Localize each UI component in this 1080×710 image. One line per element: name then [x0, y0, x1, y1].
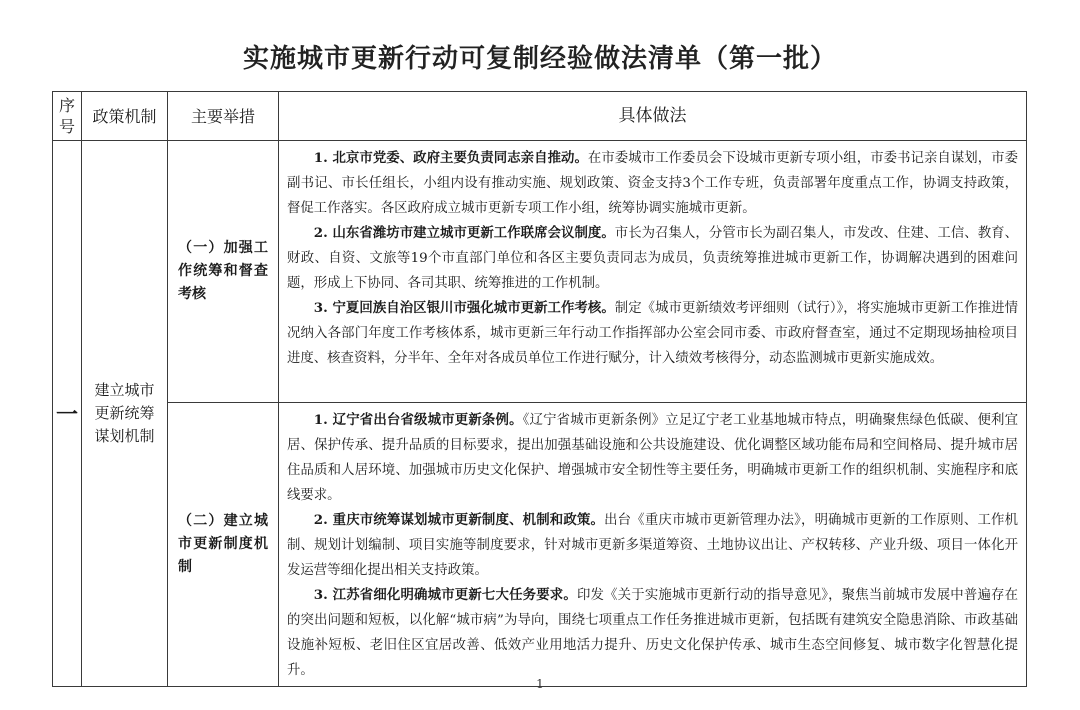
detail-item	[287, 508, 1018, 583]
detail-item-lead: 2. 重庆市统筹谋划城市更新制度、机制和政策。	[313, 512, 605, 528]
detail-item-lead: 3. 宁夏回族自治区银川市强化城市更新工作考核。	[313, 300, 615, 316]
detail-item	[287, 221, 1018, 296]
row-policy-mechanism: 建立城市更新统筹谋划机制	[82, 141, 168, 687]
document-title: 实施城市更新行动可复制经验做法清单（第一批）	[242, 44, 837, 74]
detail-item	[287, 296, 1018, 371]
detail-item-text: 出台《重庆市城市更新管理办法》，明确城市更新的工作原则、工作机制、规划计划编制、项目实施等制度要求，针对城市更新多渠道筹资、土地协议出让、产权转移、产业升级、项目一体化开发运营等细化提出相关支持政策。	[287, 513, 1018, 578]
detail-item-lead: 1. 辽宁省出台省级城市更新条例。	[313, 412, 523, 428]
table-header-row	[53, 92, 1027, 141]
measures-table	[52, 91, 1027, 687]
table-row	[53, 403, 1027, 687]
detail-item-lead: 1. 北京市党委、政府主要负责同志亲自推动。	[313, 150, 588, 166]
header-seq: 序号	[53, 92, 82, 141]
details-2	[279, 403, 1027, 687]
detail-item-text: 制定《城市更新绩效考评细则（试行）》，将实施城市更新工作推进情况纳入各部门年度工作考核体系，城市更新三年行动工作指挥部办公室会同市委、市政府督查室，通过不定期现场抽检项目进度、核查资料，分半年、全年对各成员单位工作进行赋分，计入绩效考核得分，动态监测城市更新实施成效。	[287, 301, 1018, 366]
detail-item	[287, 583, 1018, 683]
detail-item-lead: 3. 江苏省细化明确城市更新七大任务要求。	[313, 587, 577, 603]
detail-item-text: 在市委城市工作委员会下设城市更新专项小组，市委书记亲自谋划，市委副书记、市长任组长，小组内设有推动实施、规划政策、资金支持3个工作专班，负责部署年度重点工作，协调支持政策，督促工作落实。各区政府成立城市更新专项工作小组，统筹协调实施城市更新。	[287, 151, 1019, 216]
measure-2: （二）建立城市更新制度机制	[168, 403, 279, 687]
header-measures: 主要举措	[168, 92, 279, 141]
detail-item-text: 印发《关于实施城市更新行动的指导意见》，聚焦当前城市发展中普遍存在的突出问题和短板，以化解“城市病”为导向，围绕七项重点工作任务推进城市更新，包括既有建筑安全隐患消除、市政基础设施补短板、老旧住区宜居改善、低效产业用地活力提升、历史文化保护传承、城市生态空间修复、城市数字化智慧化提升。	[287, 588, 1018, 678]
details-1	[279, 141, 1027, 403]
header-policy: 政策机制	[82, 92, 168, 141]
header-details: 具体做法	[279, 92, 1027, 141]
row-seq-number: 一	[53, 141, 82, 687]
table-row	[53, 141, 1027, 403]
detail-item	[287, 408, 1018, 508]
measure-1: （一）加强工作统筹和督查考核	[168, 141, 279, 403]
detail-item	[287, 146, 1018, 221]
page-number: 1	[536, 677, 544, 691]
detail-item-text: 市长为召集人，分管市长为副召集人，市发改、住建、工信、教育、财政、自资、文旅等19个市直部门单位和各区主要负责同志为成员，负责统筹推进城市更新工作，协调解决遇到的困难问题，形成上下协同、各司其职、统筹推进的工作机制。	[287, 226, 1018, 291]
detail-item-lead: 2. 山东省潍坊市建立城市更新工作联席会议制度。	[313, 225, 615, 241]
detail-item-text: 《辽宁省城市更新条例》立足辽宁老工业基地城市特点，明确聚焦绿色低碳、便利宜居、保护传承、提升品质的目标要求，提出加强基础设施和公共设施建设、优化调整区域功能布局和空间格局、提升城市居住品质和人居环境、加强城市历史文化保护、增强城市安全韧性等主要任务，明确城市更新工作的组织机制、实施程序和底线要求。	[287, 413, 1018, 503]
